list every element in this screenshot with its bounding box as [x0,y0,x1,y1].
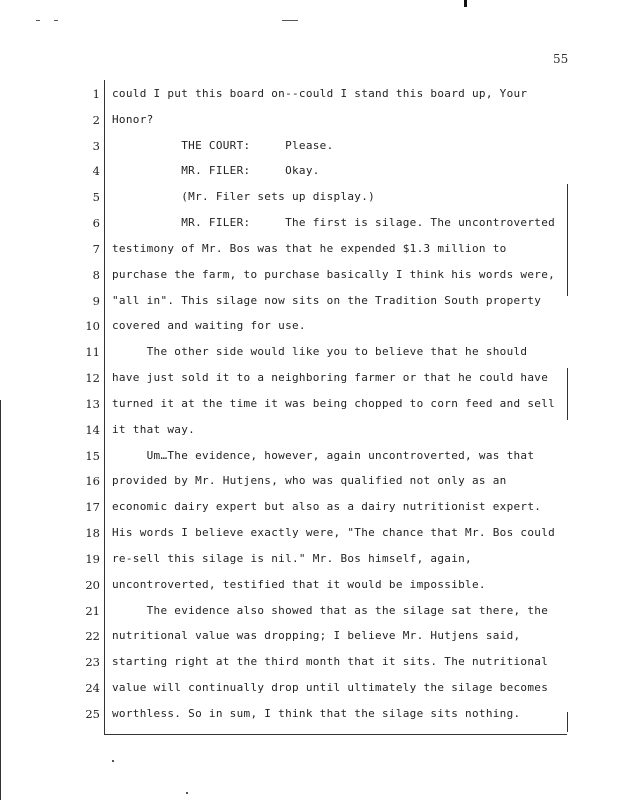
line-number: 23 [85,655,100,669]
page-edge-shadow [0,400,1,800]
line-number: 15 [85,449,100,463]
line-text: testimony of Mr. Bos was that he expended $1.3 million to [112,242,507,255]
line-number: 22 [85,629,100,643]
line-number: 14 [85,423,100,437]
line-number: 5 [92,190,100,204]
right-margin-bracket [567,184,568,296]
line-text: MR. FILER: The first is silage. The uncontroverted [112,216,556,229]
line-text: The evidence also showed that as the silage sat there, the [112,604,549,617]
line-number: 13 [85,397,100,411]
line-number: 24 [85,681,100,695]
line-text: worthless. So in sum, I think that the silage sits nothing. [112,707,521,720]
scan-speck [36,20,40,21]
line-text: nutritional value was dropping; I believe Mr. Hutjens said, [112,629,521,642]
line-number: 12 [85,371,100,385]
line-text: THE COURT: Please. [112,139,334,152]
line-number: 16 [85,474,100,488]
line-number: 7 [92,242,100,256]
line-text: provided by Mr. Hutjens, who was qualified not only as an [112,474,507,487]
right-margin-bracket [567,712,568,732]
line-text: (Mr. Filer sets up display.) [112,190,376,203]
line-number: 20 [85,578,100,592]
line-number: 10 [85,319,100,333]
line-text: have just sold it to a neighboring farmer or that he could have [112,371,549,384]
line-text: MR. FILER: Okay. [112,164,320,177]
bottom-rule [104,734,567,735]
line-text: re-sell this silage is nil." Mr. Bos himself, again, [112,552,472,565]
line-text: His words I believe exactly were, "The chance that Mr. Bos could [112,526,556,539]
line-text: could I put this board on--could I stand this board up, Your [112,87,528,100]
line-text: value will continually drop until ultimately the silage becomes [112,681,549,694]
line-number: 9 [92,294,100,308]
line-number: 8 [92,268,100,282]
page-number: 55 [553,52,569,66]
line-text: "all in". This silage now sits on the Tradition South property [112,294,542,307]
scan-speck [282,20,298,21]
line-text: economic dairy expert but also as a dairy nutritionist expert. [112,500,542,513]
scan-speck [54,20,58,21]
line-text: turned it at the time it was being chopped to corn feed and sell [112,397,556,410]
line-text: it that way. [112,423,196,436]
line-number: 2 [92,113,100,127]
line-number: 17 [85,500,100,514]
line-number: 19 [85,552,100,566]
line-text: Um…The evidence, however, again uncontroverted, was that [112,449,535,462]
line-text: starting right at the third month that it sits. The nutritional [112,655,549,668]
line-number: 6 [92,216,100,230]
left-margin-rule [104,80,105,735]
line-number: 1 [92,87,100,101]
line-number: 25 [85,707,100,721]
scan-speck [112,760,114,762]
line-number: 11 [85,345,100,359]
line-text: Honor? [112,113,154,126]
line-text: purchase the farm, to purchase basically I think his words were, [112,268,556,281]
line-number: 18 [85,526,100,540]
line-text: The other side would like you to believe that he should [112,345,528,358]
right-margin-bracket [567,368,568,420]
scan-speck [464,0,467,7]
scan-speck [186,792,188,794]
line-number: 21 [85,604,100,618]
line-text: uncontroverted, testified that it would be impossible. [112,578,486,591]
line-number: 3 [92,139,100,153]
line-number: 4 [92,164,100,178]
line-text: covered and waiting for use. [112,319,306,332]
